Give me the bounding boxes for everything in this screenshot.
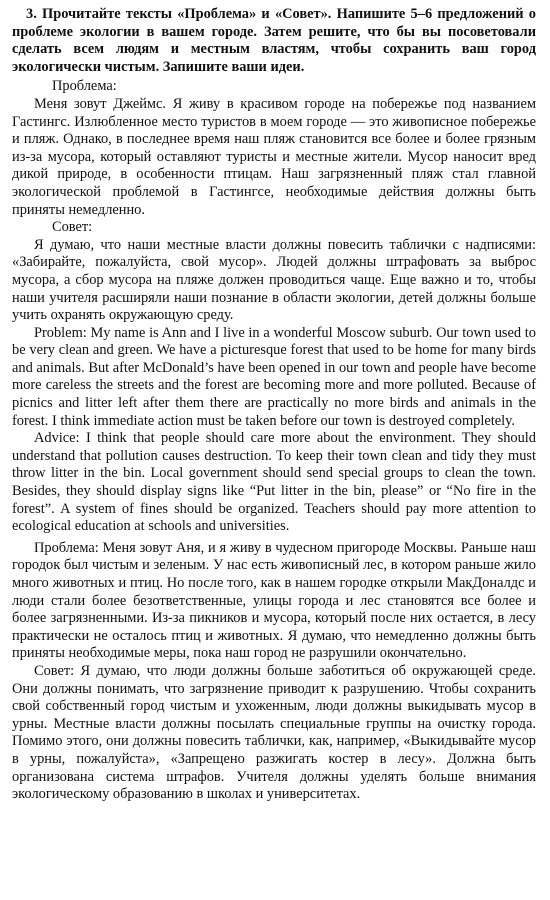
problem-text-russian: Меня зовут Джеймс. Я живу в красивом городе на побережье под названием Гастингс. Излюбленное место туристов в моем городе — это живописное побережье и пляж. Однако, в последнее время наш пляж становится все более и более грязным из-за мусора, который оставляют туристы и местные жители. Мусор наносит вред дикой природе, в особенности птицам. Наш загрязненный пляж стал главной экологической проблемой в Гастингсе, необходимые действия должны быть приняты немедленно. bbox=[12, 95, 536, 218]
advice-text-russian: Я думаю, что наши местные власти должны повесить таблички с надписями: «Забирайте, пожалуйста, свой мусор». Людей должны штрафовать за выброс мусора, а сбор мусора на пляже должен проводиться чаще. Еще важно и то, чтобы наши учителя расширяли наши познание в области экологии, детей должны больше учить охранять окружающую среду. bbox=[12, 236, 536, 324]
advice-heading: Совет: bbox=[52, 219, 93, 236]
problem-translation: Проблема: Меня зовут Аня, и я живу в чудесном пригороде Москвы. Раньше наш городок был чистым и зеленым. У нас есть живописный лес, в котором раньше жило много животных и птиц. Но после того, как в нашем городке открыли МакДоналдс и люди стали более безответственные, улицы города и лес становятся все более и более загрязненными. Из-за пикников и мусора, который после них остается, в лесу практически не осталось птиц и животных. Я думаю, что немедленно должны быть приняты необходимые меры, пока наш город не разрушили окончательно. bbox=[12, 539, 536, 662]
problem-heading: Проблема: bbox=[52, 78, 117, 95]
advice-text-english: Advice: I think that people should care more about the environment. They should understand that pollution causes destruction. To keep their town clean and tidy they must throw litter in the bin. Local government should send special groups to clean the town. Besides, they should display signs like “Put litter in the bin, please” or “No fire in the forest”. A system of fines should be organized. Teachers should pay more attention to ecological education at schools and universities. bbox=[12, 430, 536, 535]
problem-text-english: Problem: My name is Ann and I live in a wonderful Moscow suburb. Our town used to be very clean and green. We have a picturesque forest that used to be home for many birds and animals. But after McDonald’s have been opened in our town and people have become more careless the streets and the forest are becoming more and more polluted. Because of picnics and litter left after them there are practically no more birds and animals in the forest. I think immediate action must be taken before our town is destroyed completely. bbox=[12, 324, 536, 429]
task-instruction: 3. Прочитайте тексты «Проблема» и «Совет». Напишите 5–6 предложений о проблеме экологии в вашем городе. Затем решите, что бы вы посоветовали сделать всем людям и местным властям, чтобы сохранить ваш город экологически чистым. Запишите ваши идеи. bbox=[12, 6, 536, 75]
advice-translation: Совет: Я думаю, что люди должны больше заботиться об окружающей среде. Они должны понимать, что загрязнение приводит к разрушению. Чтобы сохранить свой собственный город чистым и ухоженным, люди должны выкидывать мусор в урны. Местные власти должны посылать специальные группы на очистку города. Помимо этого, они должны повесить таблички, как, например, «Выкидывайте мусор в урны, пожалуйста», «Запрещено разжигать костер в лесу». Должна быть организована система штрафов. Учителя должны уделять больше внимания экологическому образованию в школах и университетах. bbox=[12, 662, 536, 803]
